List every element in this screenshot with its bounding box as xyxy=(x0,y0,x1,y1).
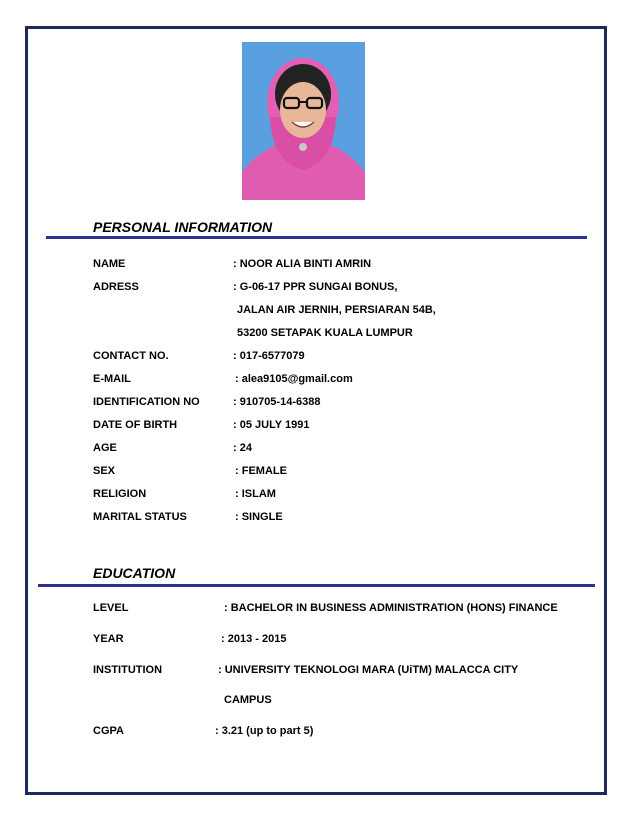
personal-info-rule xyxy=(46,236,587,239)
id-value: : 910705-14-6388 xyxy=(233,396,321,408)
marital-status-label: MARITAL STATUS xyxy=(93,511,187,523)
religion-label: RELIGION xyxy=(93,488,147,500)
cgpa-label: CGPA xyxy=(93,725,124,737)
email-label: E-MAIL xyxy=(93,373,131,385)
profile-photo xyxy=(242,42,365,200)
year-value: : 2013 - 2015 xyxy=(221,633,287,645)
marital-status-value: : SINGLE xyxy=(235,511,283,523)
profile-photo-illustration xyxy=(242,42,365,200)
sex-label: SEX xyxy=(93,465,116,477)
education-heading: EDUCATION xyxy=(93,565,176,581)
name-value: : NOOR ALIA BINTI AMRIN xyxy=(233,258,372,270)
religion-value: : ISLAM xyxy=(235,488,276,500)
address-label: ADRESS xyxy=(93,281,139,293)
cgpa-value: : 3.21 (up to part 5) xyxy=(215,725,314,737)
dob-label: DATE OF BIRTH xyxy=(93,419,178,431)
name-label: NAME xyxy=(93,258,126,270)
institution-value: : UNIVERSITY TEKNOLOGI MARA (UiTM) MALACCA CITY xyxy=(218,664,519,676)
institution-label: INSTITUTION xyxy=(93,664,163,676)
personal-info-heading: PERSONAL INFORMATION xyxy=(93,219,273,235)
age-value: : 24 xyxy=(233,442,252,454)
level-label: LEVEL xyxy=(93,602,129,614)
id-label: IDENTIFICATION NO xyxy=(93,396,200,408)
address-line-3: 53200 SETAPAK KUALA LUMPUR xyxy=(237,327,413,339)
contact-value: : 017-6577079 xyxy=(233,350,305,362)
institution-value-line-2: CAMPUS xyxy=(224,694,272,706)
education-rule xyxy=(38,584,595,587)
address-line-2: JALAN AIR JERNIH, PERSIARAN 54B, xyxy=(237,304,436,316)
email-value: : alea9105@gmail.com xyxy=(235,373,353,385)
level-value: : BACHELOR IN BUSINESS ADMINISTRATION (HONS) FINANCE xyxy=(224,602,558,614)
sex-value: : FEMALE xyxy=(235,465,287,477)
contact-label: CONTACT NO. xyxy=(93,350,169,362)
dob-value: : 05 JULY 1991 xyxy=(233,419,310,431)
age-label: AGE xyxy=(93,442,117,454)
year-label: YEAR xyxy=(93,633,124,645)
address-line-1: : G-06-17 PPR SUNGAI BONUS, xyxy=(233,281,398,293)
